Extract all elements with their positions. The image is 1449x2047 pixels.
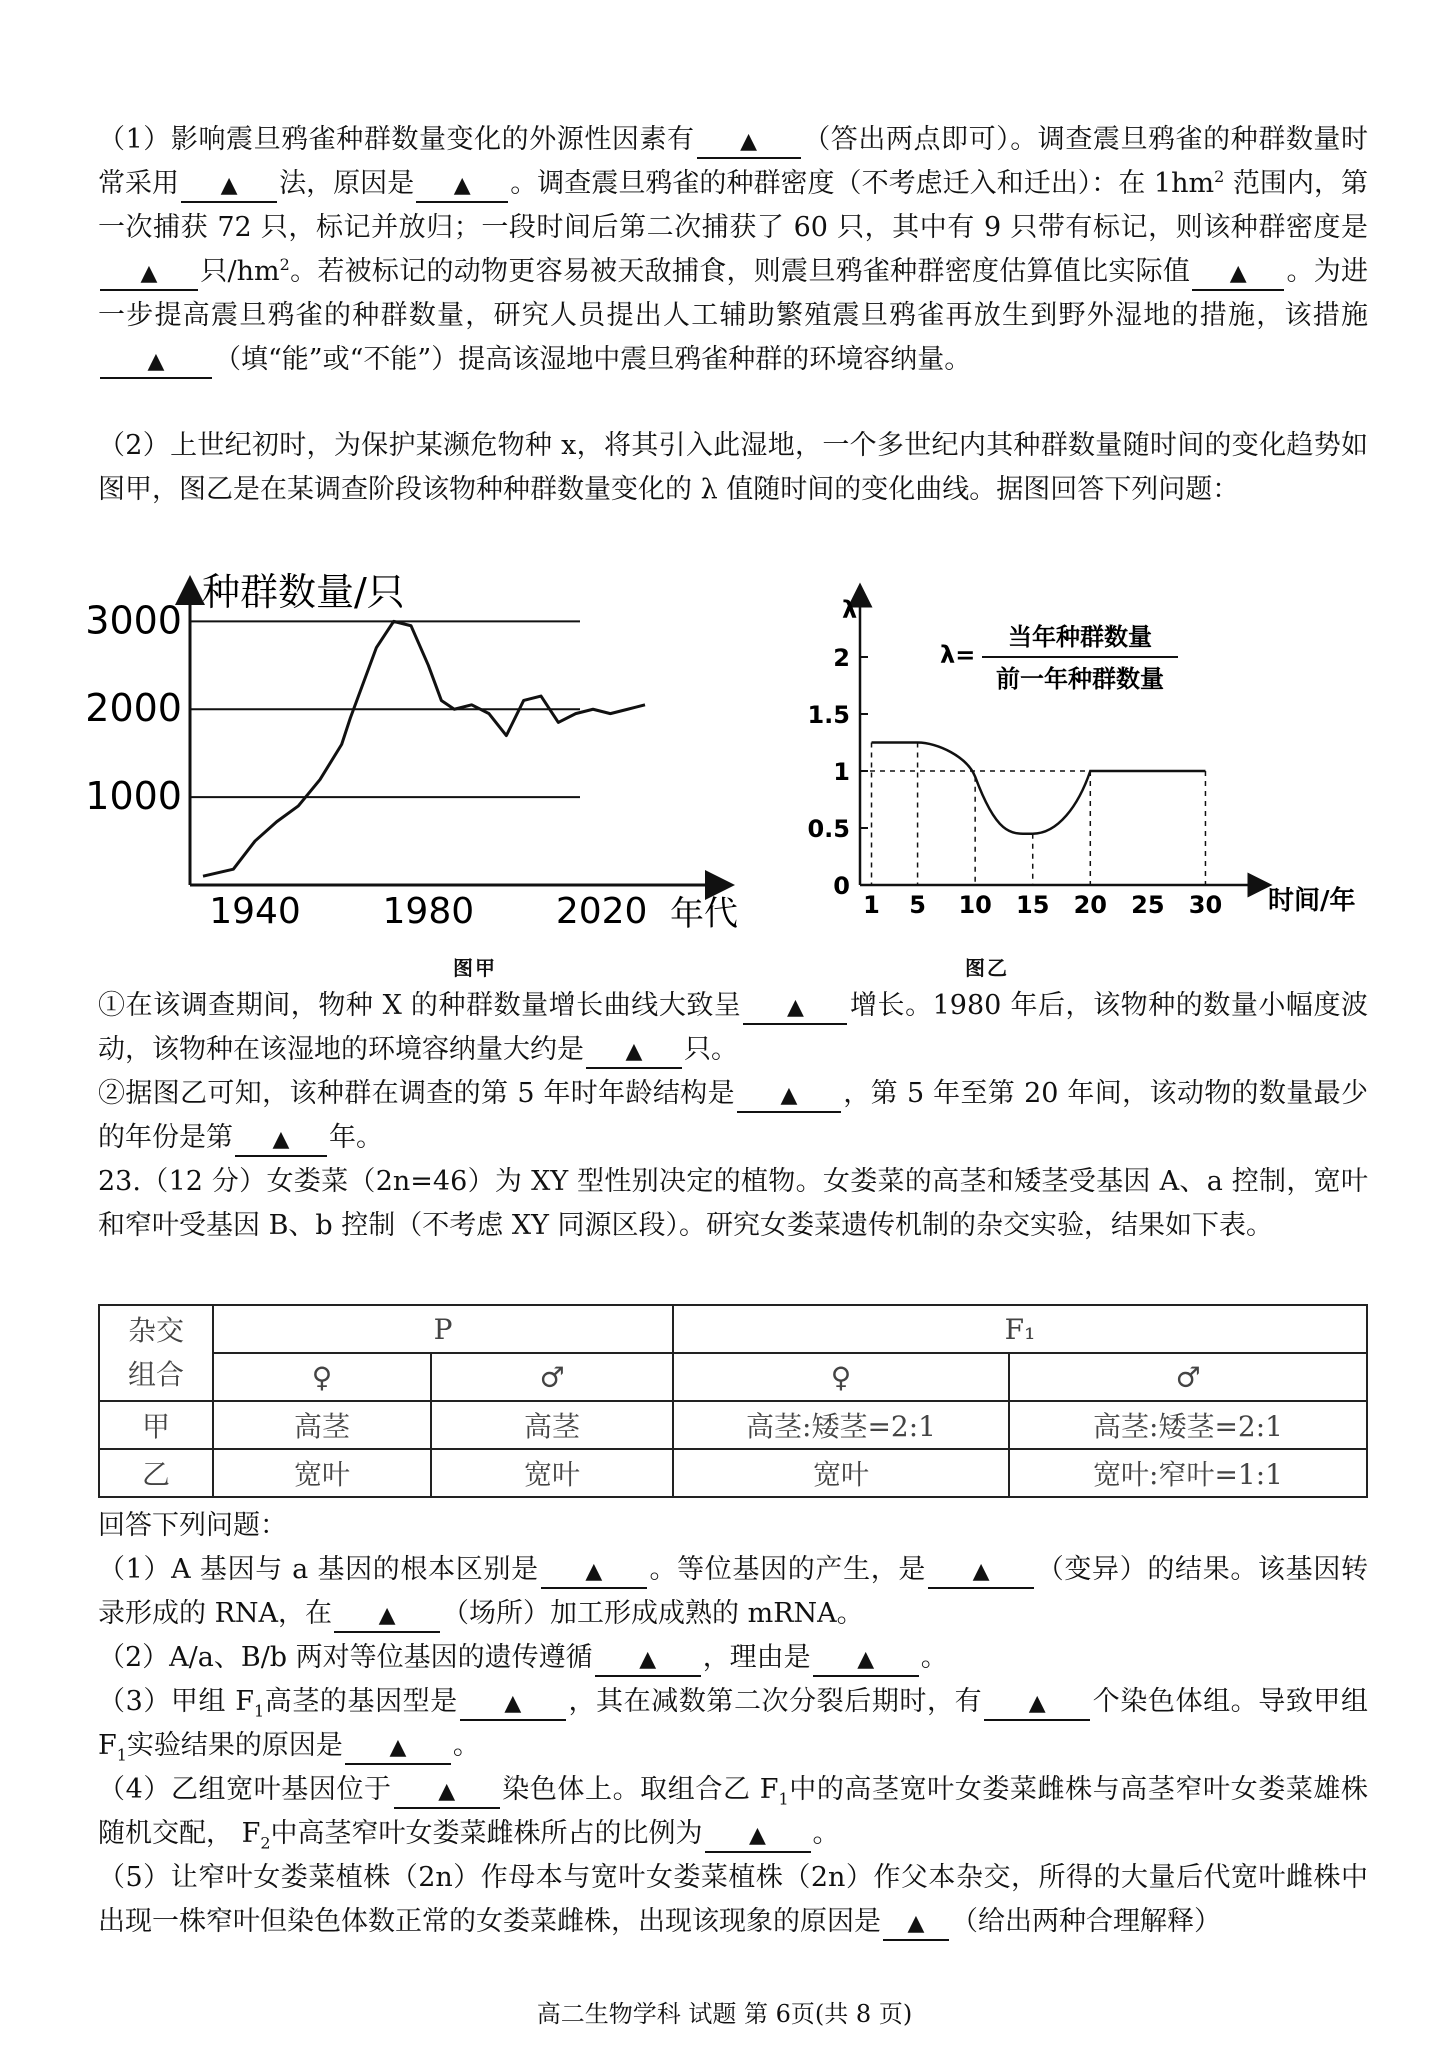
table-row: 甲 高茎 高茎 高茎:矮茎=2:1 高茎:矮茎=2:1 xyxy=(99,1401,1367,1449)
figure-yi-caption: 图乙 xyxy=(965,956,1009,980)
q22-part1: （1）影响震旦鸦雀种群数量变化的外源性因素有▲ （答出两点即可）。调查震旦鸦雀的种群数量时常采用▲ 法，原因是▲ 。调查震旦鸦雀的种群密度（不考虑迁入和迁出）：在 $1hm^2$ 范围内，第一次捕获 72 只，标记并放归；一段时间后第二次捕获了 60 只，其中有 9 只带有标记，则该种群密度是▲只$/hm^2$。若被标记的动物更容易被天敌捕食，则震旦鸦雀种群密度估算值比实际值▲ 。为进一步提高震旦鸦雀的种群数量，研究人员提出人工辅助繁殖震旦鸦雀再放生到野外湿地的措施，该措施▲（填“能”或“不能”）提高该湿地中震旦鸦雀种群的环境容纳量。 xyxy=(98,118,1368,382)
q23-q2: （2）A/a、B/b 两对等位基因的遗传遵循▲ ，理由是▲ 。 xyxy=(98,1636,1368,1680)
x-axis-label: 时间/年 xyxy=(1268,886,1356,916)
y-tick-label: 2000 xyxy=(85,686,182,731)
q23-q5: （5）让窄叶女娄菜植株（2n）作母本与宽叶女娄菜植株（2n）作父本杂交，所得的大量后代宽叶雌株中出现一株窄叶但染色体数正常的女娄菜雌株，出现该现象的原因是▲ （给出两种合理解释） xyxy=(98,1856,1368,1944)
answer-blank[interactable] xyxy=(813,1643,919,1677)
answer-blank[interactable] xyxy=(100,345,212,379)
x-tick-label: 5 xyxy=(909,891,926,919)
formula-lhs: λ= xyxy=(940,641,976,669)
answer-blank[interactable] xyxy=(345,1731,451,1765)
answer-blank[interactable] xyxy=(416,169,508,203)
x-tick-label: 2020 xyxy=(555,891,648,932)
formula-numerator: 当年种群数量 xyxy=(1008,623,1152,651)
figure-yi xyxy=(800,585,1356,945)
y-tick-label: 1000 xyxy=(85,774,182,819)
answer-blank[interactable] xyxy=(737,1079,841,1113)
q23-q1: （1）A 基因与 a 基因的根本区别是▲ 。等位基因的产生，是▲ （变异）的结果。该基因转录形成的 RNA，在▲ （场所）加工形成成熟的 mRNA。 xyxy=(98,1548,1368,1636)
cross-table xyxy=(98,1304,1368,1498)
y-tick-label: 2 xyxy=(833,644,850,672)
q23-q3: （3）甲组 $F_1$高茎的基因型是▲ ，其在减数第二次分裂后期时，有▲ 个染色体组。导致甲组 $F_1$实验结果的原因是▲ 。 xyxy=(98,1680,1368,1768)
lambda-curve xyxy=(872,743,1206,834)
answer-blank[interactable] xyxy=(1192,257,1284,291)
q22-sub1: ①在该调查期间，物种 X 的种群数量增长曲线大致呈▲ 增长。1980 年后，该物种的数量小幅度波动，该物种在该湿地的环境容纳量大约是▲ 只。 xyxy=(98,984,1368,1072)
x-tick-label: 30 xyxy=(1188,891,1223,919)
x-tick-label: 25 xyxy=(1131,891,1165,919)
q23-intro: 23.（12 分）女娄菜（2n=46）为 XY 型性别决定的植物。女娄菜的高茎和矮茎受基因 A、a 控制，宽叶和窄叶受基因 B、b 控制（不考虑 XY 同源区段）。研究女娄菜遗传机制的杂交实验，结果如下表。 xyxy=(98,1166,1368,1241)
x-tick-label: 1 xyxy=(863,891,880,919)
y-tick-label: 1 xyxy=(833,758,850,786)
q23-prompt: 回答下列问题： xyxy=(98,1510,287,1541)
p-female: ♀ xyxy=(213,1353,431,1401)
y-axis-label: 种群数量/只 xyxy=(202,570,405,614)
p-male: ♂ xyxy=(431,1353,673,1401)
y-tick-label: 0 xyxy=(833,872,850,900)
figure-jia xyxy=(85,570,770,945)
answer-blank[interactable] xyxy=(705,1819,811,1853)
answer-blank[interactable] xyxy=(181,169,277,203)
x-tick-label: 20 xyxy=(1073,891,1108,919)
header-p: P xyxy=(213,1305,673,1353)
q23-q4: （4）乙组宽叶基因位于▲ 染色体上。取组合乙 $F_1$中的高茎宽叶女娄菜雌株与高茎窄叶女娄菜雄株随机交配， $F_2$中高茎窄叶女娄菜雌株所占的比例为▲ 。 xyxy=(98,1768,1368,1856)
x-tick-label: 10 xyxy=(958,891,992,919)
answer-blank[interactable] xyxy=(541,1555,647,1589)
answer-blank[interactable] xyxy=(394,1775,500,1809)
y-tick-label: 0.5 xyxy=(807,815,850,843)
header-f1: F₁ xyxy=(673,1305,1367,1353)
q22-part2: （2）上世纪初时，为保护某濒危物种 x，将其引入此湿地，一个多世纪内其种群数量随时间的变化趋势如图甲，图乙是在某调查阶段该物种种群数量变化的 λ 值随时间的变化曲线。据图回答下列问题： xyxy=(98,430,1368,505)
f1-female: ♀ xyxy=(673,1353,1009,1401)
table-row: 乙 宽叶 宽叶 宽叶 宽叶:窄叶=1:1 xyxy=(99,1449,1367,1497)
x-tick-label: 15 xyxy=(1016,891,1050,919)
header-cross: 杂交 组合 xyxy=(99,1305,213,1401)
figure-jia-caption: 图甲 xyxy=(453,956,497,980)
page-footer: 高二生物学科 试题 第 6页(共 8 页) xyxy=(536,2000,913,2028)
y-axis-label: λ xyxy=(842,596,858,624)
y-tick-label: 3000 xyxy=(85,598,182,643)
y-tick-label: 1.5 xyxy=(807,701,850,729)
answer-blank[interactable] xyxy=(984,1687,1090,1721)
answer-blank[interactable] xyxy=(586,1035,682,1069)
answer-blank[interactable] xyxy=(883,1907,949,1941)
answer-blank[interactable] xyxy=(100,257,198,291)
answer-blank[interactable] xyxy=(928,1555,1034,1589)
q22-sub2: ②据图乙可知，该种群在调查的第 5 年时年龄结构是▲ ，第 5 年至第 20 年间，该动物的数量最少的年份是第▲ 年。 xyxy=(98,1072,1368,1160)
answer-blank[interactable] xyxy=(235,1123,327,1157)
formula-denominator: 前一年种群数量 xyxy=(996,665,1164,693)
x-tick-label: 1980 xyxy=(382,891,475,932)
x-axis-label: 年代 xyxy=(670,894,738,934)
f1-male: ♂ xyxy=(1009,1353,1367,1401)
x-tick-label: 1940 xyxy=(209,891,301,932)
answer-blank[interactable] xyxy=(460,1687,566,1721)
population-curve xyxy=(203,621,645,876)
answer-blank[interactable] xyxy=(334,1599,440,1633)
answer-blank[interactable] xyxy=(697,125,801,159)
answer-blank[interactable] xyxy=(743,991,847,1025)
answer-blank[interactable] xyxy=(595,1643,701,1677)
